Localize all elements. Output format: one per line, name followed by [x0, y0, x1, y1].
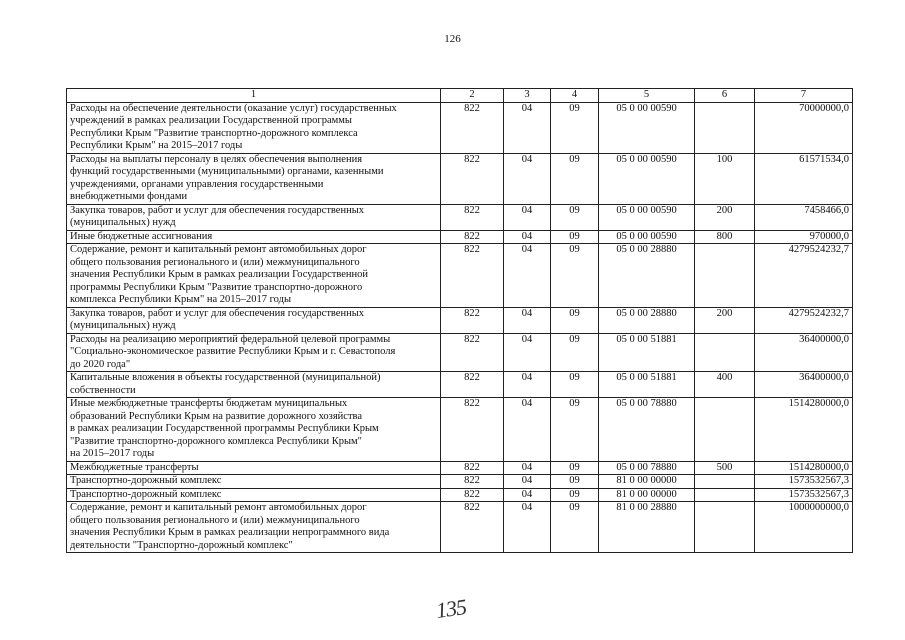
expense-description: Расходы на обеспечение деятельности (оказание услуг) государственных учреждений в рамках реализации Государственной программы Республики Крым "Развитие транспортно-дорожного комплекса Республики Крым" на 2015–2017 годы [67, 102, 441, 153]
ministry-code: 822 [441, 153, 504, 204]
expense-description: Иные бюджетные ассигнования [67, 230, 441, 244]
table-row [67, 244, 853, 308]
ministry-code: 822 [441, 475, 504, 489]
section-code: 04 [504, 461, 551, 475]
amount: 1514280000,0 [755, 398, 853, 462]
subsection-code: 09 [551, 153, 599, 204]
section-code: 04 [504, 204, 551, 230]
expense-type-code [695, 244, 755, 308]
expense-type-code: 200 [695, 307, 755, 333]
target-article-code: 05 0 00 51881 [599, 333, 695, 372]
ministry-code: 822 [441, 461, 504, 475]
section-code: 04 [504, 502, 551, 553]
table-row [67, 488, 853, 502]
expense-type-code [695, 102, 755, 153]
expense-type-code [695, 502, 755, 553]
expense-description: Иные межбюджетные трансферты бюджетам муниципальных образований Республики Крым на развитие дорожного хозяйства в рамках реализации Государственной программы Республики Крым "Развитие транспортно-дорожного комплекса Республики Крым" на 2015–2017 годы [67, 398, 441, 462]
expense-type-code: 200 [695, 204, 755, 230]
target-article-code: 05 0 00 28880 [599, 244, 695, 308]
expense-type-code [695, 488, 755, 502]
section-code: 04 [504, 244, 551, 308]
expense-type-code [695, 398, 755, 462]
amount: 36400000,0 [755, 333, 853, 372]
header-col-2: 2 [441, 89, 504, 103]
section-code: 04 [504, 230, 551, 244]
table-row [67, 475, 853, 489]
table-row [67, 502, 853, 553]
expense-description: Содержание, ремонт и капитальный ремонт автомобильных дорог общего пользования регионального и (или) межмуниципального значения Республики Крым в рамках реализации непрограммного вида деятельности "Транспортно-дорожный комплекс" [67, 502, 441, 553]
expense-description: Транспортно-дорожный комплекс [67, 488, 441, 502]
expense-type-code [695, 333, 755, 372]
ministry-code: 822 [441, 204, 504, 230]
section-code: 04 [504, 333, 551, 372]
target-article-code: 05 0 00 51881 [599, 372, 695, 398]
expense-type-code: 400 [695, 372, 755, 398]
amount: 970000,0 [755, 230, 853, 244]
target-article-code: 05 0 00 28880 [599, 307, 695, 333]
amount: 1573532567,3 [755, 488, 853, 502]
expense-description: Закупка товаров, работ и услуг для обеспечения государственных (муниципальных) нужд [67, 307, 441, 333]
header-col-1: 1 [67, 89, 441, 103]
target-article-code: 05 0 00 78880 [599, 398, 695, 462]
subsection-code: 09 [551, 475, 599, 489]
page-number: 126 [444, 33, 461, 45]
header-col-4: 4 [551, 89, 599, 103]
header-col-5: 5 [599, 89, 695, 103]
ministry-code: 822 [441, 102, 504, 153]
expense-type-code: 800 [695, 230, 755, 244]
subsection-code: 09 [551, 461, 599, 475]
subsection-code: 09 [551, 244, 599, 308]
section-code: 04 [504, 398, 551, 462]
handwritten-page-number: 135 [434, 594, 468, 623]
amount: 36400000,0 [755, 372, 853, 398]
amount: 1514280000,0 [755, 461, 853, 475]
target-article-code: 05 0 00 00590 [599, 230, 695, 244]
subsection-code: 09 [551, 398, 599, 462]
subsection-code: 09 [551, 502, 599, 553]
section-code: 04 [504, 307, 551, 333]
ministry-code: 822 [441, 372, 504, 398]
expense-type-code: 500 [695, 461, 755, 475]
ministry-code: 822 [441, 230, 504, 244]
expense-description: Транспортно-дорожный комплекс [67, 475, 441, 489]
amount: 7458466,0 [755, 204, 853, 230]
section-code: 04 [504, 102, 551, 153]
expense-description: Расходы на реализацию мероприятий федеральной целевой программы "Социально-экономическое развитие Республики Крым и г. Севастополя до 2020 года" [67, 333, 441, 372]
table-row [67, 461, 853, 475]
subsection-code: 09 [551, 102, 599, 153]
target-article-code: 05 0 00 00590 [599, 204, 695, 230]
ministry-code: 822 [441, 488, 504, 502]
expense-description: Закупка товаров, работ и услуг для обеспечения государственных (муниципальных) нужд [67, 204, 441, 230]
table-row [67, 307, 853, 333]
ministry-code: 822 [441, 244, 504, 308]
subsection-code: 09 [551, 307, 599, 333]
subsection-code: 09 [551, 204, 599, 230]
header-col-3: 3 [504, 89, 551, 103]
table-row [67, 102, 853, 153]
subsection-code: 09 [551, 333, 599, 372]
subsection-code: 09 [551, 372, 599, 398]
expense-description: Капитальные вложения в объекты государственной (муниципальной) собственности [67, 372, 441, 398]
subsection-code: 09 [551, 488, 599, 502]
amount: 61571534,0 [755, 153, 853, 204]
ministry-code: 822 [441, 307, 504, 333]
section-code: 04 [504, 475, 551, 489]
header-row [67, 89, 853, 103]
amount: 4279524232,7 [755, 307, 853, 333]
table-row [67, 333, 853, 372]
expense-type-code [695, 475, 755, 489]
budget-table [66, 88, 853, 553]
ministry-code: 822 [441, 398, 504, 462]
table-row [67, 372, 853, 398]
expense-type-code: 100 [695, 153, 755, 204]
table-row [67, 204, 853, 230]
ministry-code: 822 [441, 333, 504, 372]
table-row [67, 153, 853, 204]
target-article-code: 05 0 00 78880 [599, 461, 695, 475]
header-col-6: 6 [695, 89, 755, 103]
expense-description: Межбюджетные трансферты [67, 461, 441, 475]
subsection-code: 09 [551, 230, 599, 244]
target-article-code: 05 0 00 00590 [599, 153, 695, 204]
target-article-code: 81 0 00 00000 [599, 488, 695, 502]
table-row [67, 398, 853, 462]
expense-description: Содержание, ремонт и капитальный ремонт автомобильных дорог общего пользования регионального и (или) межмуниципального значения Республики Крым в рамках реализации Государственной программы Республики Крым "Развитие транспортно-дорожного комплекса Республики Крым" на 2015–2017 годы [67, 244, 441, 308]
amount: 1000000000,0 [755, 502, 853, 553]
amount: 70000000,0 [755, 102, 853, 153]
target-article-code: 05 0 00 00590 [599, 102, 695, 153]
expense-description: Расходы на выплаты персоналу в целях обеспечения выполнения функций государственными (муниципальными) органами, казенными учреждениями, органами управления государственными внебюджетными фондами [67, 153, 441, 204]
section-code: 04 [504, 488, 551, 502]
section-code: 04 [504, 153, 551, 204]
header-col-7: 7 [755, 89, 853, 103]
ministry-code: 822 [441, 502, 504, 553]
target-article-code: 81 0 00 28880 [599, 502, 695, 553]
table-row [67, 230, 853, 244]
section-code: 04 [504, 372, 551, 398]
amount: 1573532567,3 [755, 475, 853, 489]
amount: 4279524232,7 [755, 244, 853, 308]
target-article-code: 81 0 00 00000 [599, 475, 695, 489]
